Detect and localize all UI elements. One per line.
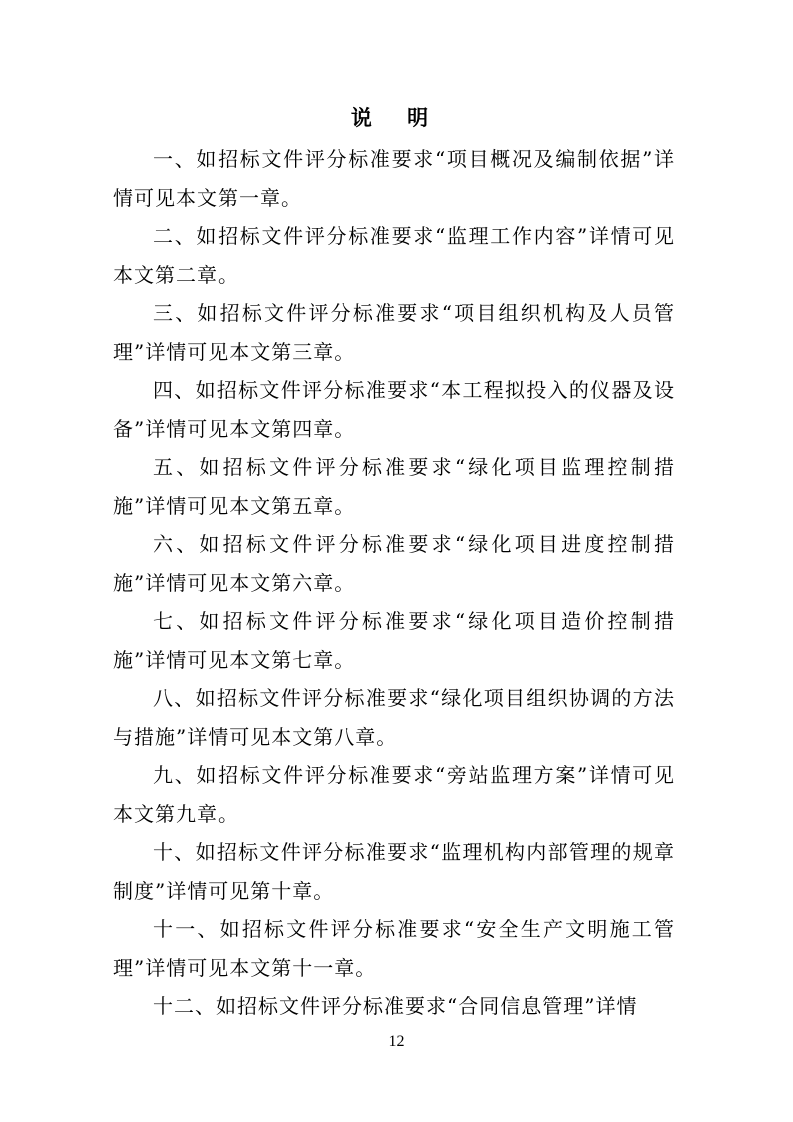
page-title: 说 明 xyxy=(350,106,443,130)
body-text xyxy=(113,140,675,1026)
paragraph: 一、如招标文件评分标准要求“项目概况及编制依据”详情可见本文第一章。 xyxy=(113,147,675,210)
paragraph: 十二、如招标文件评分标准要求“合同信息管理”详情 xyxy=(153,994,638,1018)
paragraph: 九、如招标文件评分标准要求“旁站监理方案”详情可见本文第九章。 xyxy=(113,763,675,826)
paragraph: 四、如招标文件评分标准要求“本工程拟投入的仪器及设备”详情可见本文第四章。 xyxy=(113,378,675,441)
paragraph: 二、如招标文件评分标准要求“监理工作内容”详情可见本文第二章。 xyxy=(113,224,675,287)
paragraph: 三、如招标文件评分标准要求“项目组织机构及人员管理”详情可见本文第三章。 xyxy=(113,301,675,364)
paragraph: 十一、如招标文件评分标准要求“安全生产文明施工管理”详情可见本文第十一章。 xyxy=(113,917,675,980)
paragraph: 七、如招标文件评分标准要求“绿化项目造价控制措施”详情可见本文第七章。 xyxy=(113,609,675,672)
paragraph: 五、如招标文件评分标准要求“绿化项目监理控制措施”详情可见本文第五章。 xyxy=(113,455,675,518)
paragraph: 十、如招标文件评分标准要求“监理机构内部管理的规章制度”详情可见第十章。 xyxy=(113,840,675,903)
paragraph: 八、如招标文件评分标准要求“绿化项目组织协调的方法与措施”详情可见本文第八章。 xyxy=(113,686,675,749)
page-number: 12 xyxy=(388,1033,405,1050)
paragraph: 六、如招标文件评分标准要求“绿化项目进度控制措施”详情可见本文第六章。 xyxy=(113,532,675,595)
